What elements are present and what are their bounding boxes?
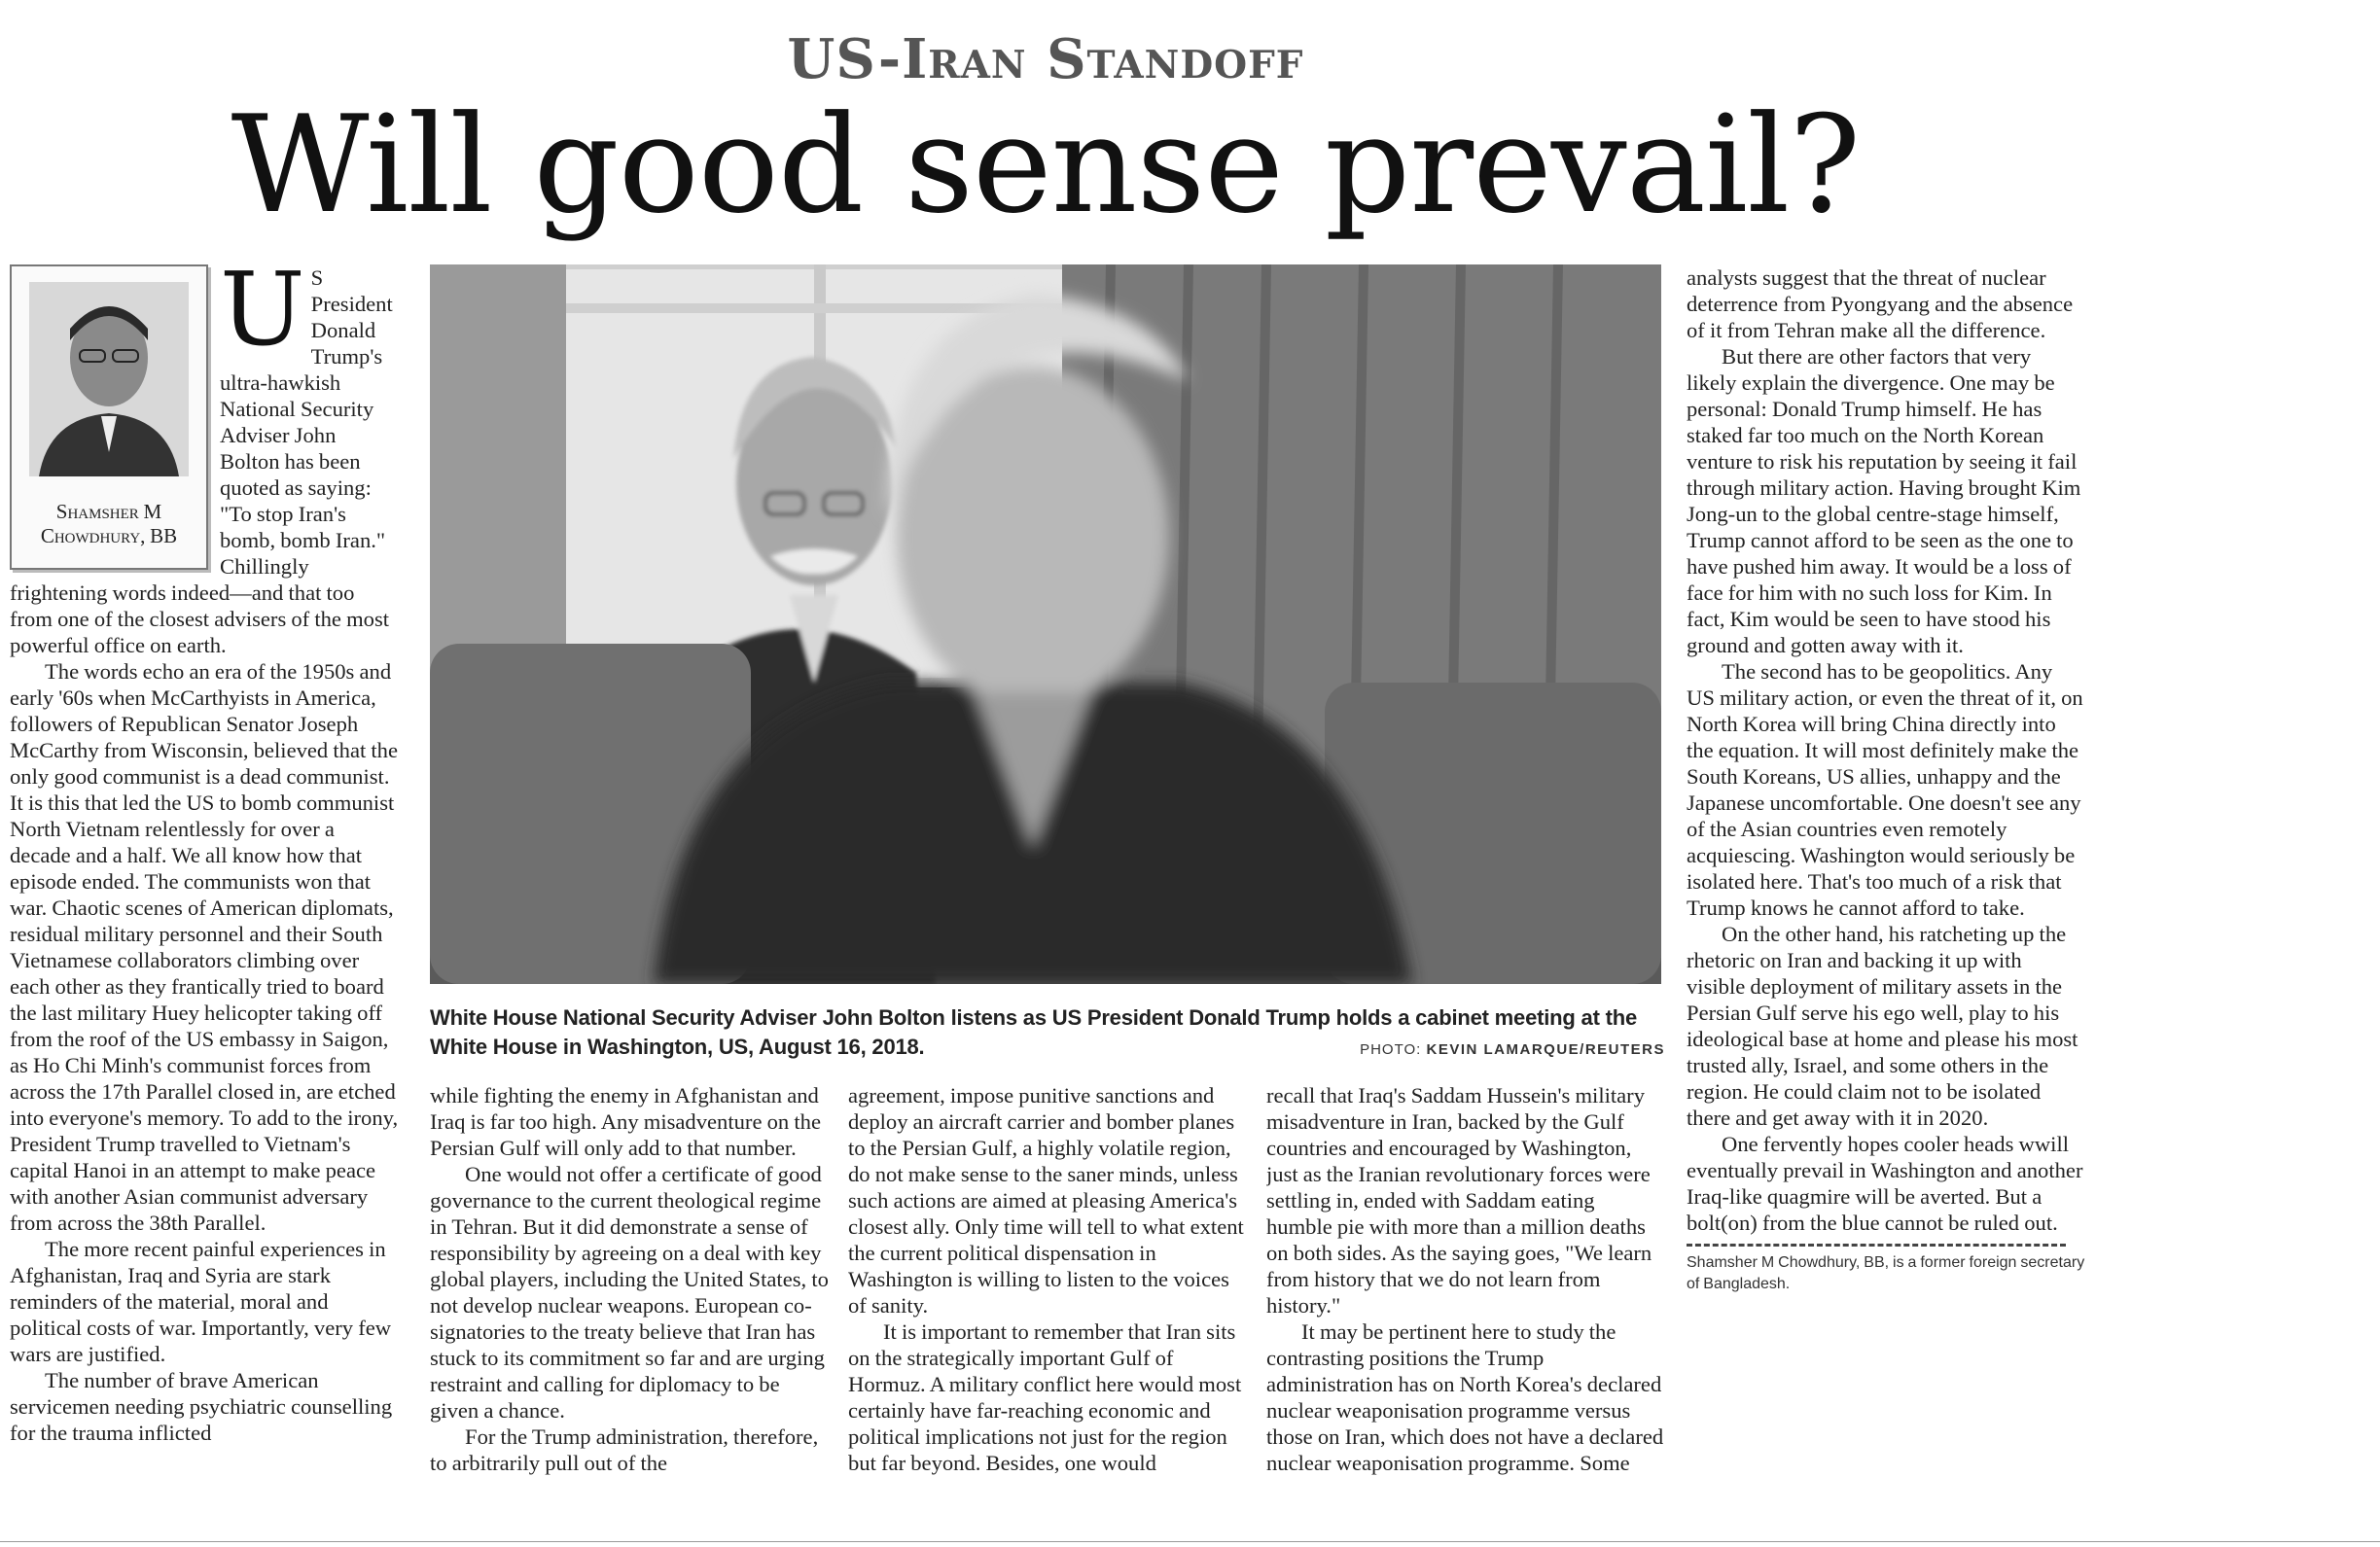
author-name bbox=[16, 500, 202, 548]
paragraph: For the Trump administration, therefore, to arbitrarily pull out of the bbox=[430, 1424, 819, 1475]
paragraph: analysts suggest that the threat of nuclear deterrence from Pyongyang and the absence of it from Tehran make all the difference. bbox=[1687, 265, 2074, 342]
headline: Will good sense prevail? bbox=[231, 87, 1861, 243]
paragraph: It may be pertinent here to study the contrasting positions the Trump administration has on North Korea's declared nuclear weaponisation programme versus those on Iran, which does not have a declared nuclear weaponisation programme. Some bbox=[1266, 1319, 1664, 1475]
article-column-1 bbox=[10, 264, 399, 1529]
paragraph: S President Donald Trump's ultra-hawkish National Security Adviser John Bolton has been quoted as saying: "To stop Iran's bomb, bomb Iran." Chillingly frightening words indeed—and that too from one of the closest advisers of the most powerful office on earth. bbox=[10, 265, 393, 657]
paragraph: One would not offer a certificate of good governance to the current theological regime in Tehran. But it did demonstrate a sense of responsibility by agreeing on a deal with key global players, including the United States, to not develop nuclear weapons. European co-signatories to the treaty believe that Iran has stuck to its commitment so far and are urging restraint and calling for diplomacy to be given a chance. bbox=[430, 1162, 829, 1423]
article-column-2 bbox=[430, 1082, 829, 1529]
paragraph: agreement, impose punitive sanctions and deploy an aircraft carrier and bomber planes to the Persian Gulf, a highly volatile region, do not make sense to the saner minds, unless such actions are aimed at pleasing America's closest ally. Only time will tell to what extent the current political dispensation in Washington is willing to listen to the voices of sanity. bbox=[848, 1083, 1244, 1318]
section-kicker: US-Iran Standoff bbox=[787, 27, 1304, 91]
paragraph: while fighting the enemy in Afghanistan and Iraq is far too high. Any misadventure on the Persian Gulf will only add to that number. bbox=[430, 1083, 821, 1160]
author-portrait-image bbox=[29, 282, 189, 476]
cabinet-meeting-photo bbox=[430, 264, 1661, 984]
article-column-5 bbox=[1687, 264, 2085, 1529]
paragraph: The second has to be geopolitics. Any US military action, or even the threat of it, on North Korea will bring China directly into the equation. It will most definitely make the South Koreans, US allies, unhappy and the Japanese uncomfortable. One doesn't see any of the Asian countries even remotely acquiescing. Washington would seriously be isolated here. That's too much of a risk that Trump knows he cannot afford to take. bbox=[1687, 659, 2083, 920]
article-column-4 bbox=[1266, 1082, 1665, 1529]
paragraph: The words echo an era of the 1950s and early '60s when McCarthyists in America, followers of Republican Senator Joseph McCarthy from Wisconsin, believed that the only good communist is a dead communist. bbox=[10, 659, 399, 789]
main-photo bbox=[430, 264, 1661, 984]
photo-credit-name: KEVIN LAMARQUE/REUTERS bbox=[1426, 1041, 1665, 1058]
paragraph: The number of brave American servicemen needing psychiatric counselling for the trauma inflicted bbox=[10, 1368, 393, 1445]
photo-credit bbox=[1360, 1041, 1665, 1058]
photo-credit-label: PHOTO: bbox=[1360, 1041, 1422, 1058]
author-name-line-2: Chowdhury, BB bbox=[40, 524, 178, 547]
paragraph: The more recent painful experiences in Afghanistan, Iraq and Syria are stark reminders of the material, moral and political costs of war. Importantly, very few wars are justified. bbox=[10, 1237, 392, 1366]
paragraph: But there are other factors that very likely explain the divergence. One may be personal: Donald Trump himself. He has staked far too much on the North Korean venture to risk his reputation by seeing it fail through military action. Having brought Kim Jong-un to the global centre-stage himself, Trump cannot afford to be seen as the one to have pushed him away. It would be a loss of face for him with no such loss for Kim. In fact, Kim would be seen to have stood his ground and gotten away with it. bbox=[1687, 344, 2081, 657]
page-bottom-rule bbox=[0, 1541, 2380, 1542]
author-name-line-1: Shamsher M bbox=[55, 500, 162, 523]
photo-caption: White House National Security Adviser John Bolton listens as US President Donald Trump holds a cabinet meeting at the White House in Washington, US, August 16, 2018. bbox=[430, 1005, 1638, 1059]
paragraph: On the other hand, his ratcheting up the rhetoric on Iran and backing it up with visible deployment of military assets in the Persian Gulf serve his ego well, play to his ideological base at home and please his most trusted ally, Israel, and some others in the region. He could claim not to be isolated there and get away with it in 2020. bbox=[1687, 922, 2078, 1130]
article-column-3 bbox=[848, 1082, 1247, 1529]
paragraph: recall that Iraq's Saddam Hussein's military misadventure in Iran, backed by the Gulf countries and encouraged by Washington, just as the Iranian revolutionary forces were settling in, ended with Saddam eating humble pie with more than a million deaths on both sides. As the saying goes, "We learn from history that we do not learn from history." bbox=[1266, 1083, 1652, 1318]
dashed-divider bbox=[1687, 1244, 2066, 1247]
author-photo bbox=[29, 282, 189, 476]
paragraph: It is important to remember that Iran sits on the strategically important Gulf of Hormuz. A military conflict here would most certainly have far-reaching economic and political implications not just for the region but far beyond. Besides, one would bbox=[848, 1319, 1242, 1475]
author-bio: Shamsher M Chowdhury, BB, is a former foreign secretary of Bangladesh. bbox=[1687, 1254, 2085, 1292]
paragraph: It is this that led the US to bomb communist North Vietnam relentlessly for over a decade and a half. We all know how that episode ended. The communists won that war. Chaotic scenes of American diplomats, residual military personnel and their South Vietnamese collaborators climbing over each other as they frantically tried to board the last military Huey helicopter taking off from the roof of the US embassy in Saigon, as Ho Chi Minh's communist forces from across the 17th Parallel closed in, are etched into everyone's memory. To add to the irony, President Trump travelled to Vietnam's capital Hanoi in an attempt to make peace with another Asian communist adversary from across the 38th Parallel. bbox=[10, 791, 399, 1235]
author-box bbox=[10, 264, 208, 570]
paragraph: One fervently hopes cooler heads wwill eventually prevail in Washington and another Iraq-like quagmire will be averted. But a bolt(on) from the blue cannot be ruled out. bbox=[1687, 1132, 2083, 1235]
drop-cap: U bbox=[220, 264, 305, 369]
